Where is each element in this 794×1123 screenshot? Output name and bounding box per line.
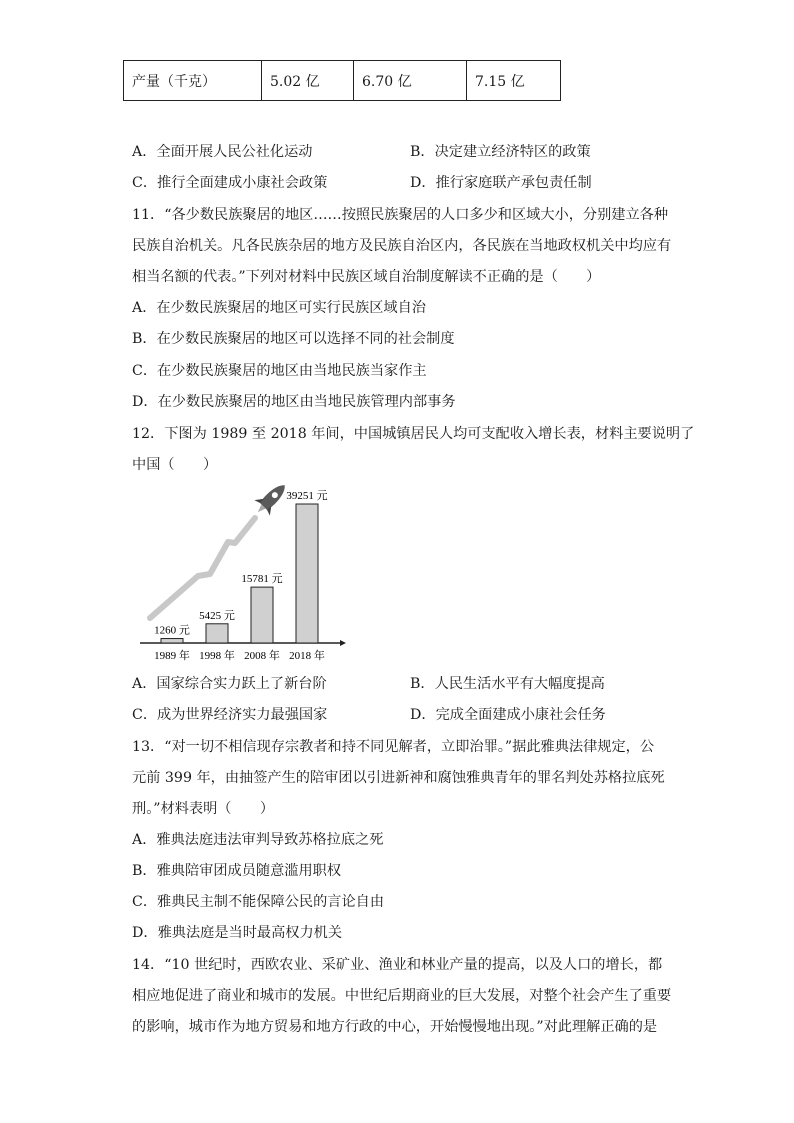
q10-option-d: D．推行家庭联产承包责任制 bbox=[410, 175, 592, 191]
q10-option-b: B．决定建立经济特区的政策 bbox=[410, 144, 591, 160]
q12-option-a: A．国家综合实力跃上了新台阶 bbox=[132, 676, 327, 692]
q11-option-b: B．在少数民族聚居的地区可以选择不同的社会制度 bbox=[132, 331, 455, 347]
q11-option-d: D．在少数民族聚居的地区由当地民族管理内部事务 bbox=[132, 394, 456, 410]
q13-option-a: A．雅典法庭违法审判导致苏格拉底之死 bbox=[132, 832, 384, 848]
q11-option-c: C．在少数民族聚居的地区由当地民族当家作主 bbox=[132, 363, 427, 379]
q10-option-a: A．全面开展人民公社化运动 bbox=[132, 144, 313, 160]
q13-option-d: D．雅典法庭是当时最高权力机关 bbox=[132, 925, 343, 941]
q13-option-b: B．雅典陪审团成员随意滥用职权 bbox=[132, 863, 342, 879]
q13-option-c: C．雅典民主制不能保障公民的言论自由 bbox=[132, 894, 385, 910]
q12-option-b: B．人民生活水平有大幅度提高 bbox=[410, 676, 605, 692]
q12-stem-line: 12．下图为 1989 至 2018 年间，中国城镇居民人均可支配收入增长表，材料主要说明了 bbox=[132, 426, 695, 442]
x-tick-label: 1989 年 bbox=[154, 650, 190, 662]
q14-stem-line: 相应地促进了商业和城市的发展。中世纪后期商业的巨大发展，对整个社会产生了重要 bbox=[132, 988, 672, 1004]
chart-bar bbox=[251, 587, 273, 643]
q14-stem-line: 14．“10 世纪时，西欧农业、采矿业、渔业和林业产量的提高，以及人口的增长，都 bbox=[132, 957, 663, 973]
x-tick-label: 2008 年 bbox=[244, 650, 280, 662]
table-value-cell: 7.15 亿 bbox=[467, 61, 561, 101]
data-label: 5425 元 bbox=[199, 609, 235, 622]
q14-stem-line: 的影响，城市作为地方贸易和地方行政的中心，开始慢慢地出现。”对此理解正确的是 bbox=[132, 1019, 658, 1035]
q13-stem-line: 刑。”材料表明（ ） bbox=[132, 801, 275, 817]
q13-stem-line: 13．“对一切不相信现存宗教者和持不同见解者，立即治罪。”据此雅典法律规定，公 bbox=[132, 739, 655, 755]
q12-option-c: C．成为世界经济实力最强国家 bbox=[132, 707, 328, 723]
q11-option-a: A．在少数民族聚居的地区可实行民族区域自治 bbox=[132, 300, 426, 316]
table-label-cell: 产量（千克） bbox=[124, 61, 262, 101]
q12-stem-line: 中国（ ） bbox=[132, 457, 218, 473]
table-value-cell: 6.70 亿 bbox=[354, 61, 467, 101]
q10-option-c: C．推行全面建成小康社会政策 bbox=[132, 175, 328, 191]
q12-option-d: D．完成全面建成小康社会任务 bbox=[410, 707, 606, 723]
x-axis-arrow bbox=[340, 640, 346, 646]
chart-bar bbox=[206, 624, 228, 643]
data-label: 15781 元 bbox=[241, 573, 283, 586]
q11-stem-line: 相当名额的代表。”下列对材料中民族区域自治制度解读不正确的是（ ） bbox=[132, 269, 601, 285]
chart-bar bbox=[161, 639, 183, 643]
table-value-cell: 5.02 亿 bbox=[262, 61, 354, 101]
q11-stem-line: 11．“各少数民族聚居的地区……按照民族聚居的人口多少和区域大小，分别建立各种 bbox=[132, 207, 669, 223]
chart-bar bbox=[296, 504, 318, 643]
x-tick-label: 2018 年 bbox=[289, 650, 325, 662]
q13-stem-line: 元前 399 年，由抽签产生的陪审团以引进新神和腐蚀雅典青年的罪名判处苏格拉底死 bbox=[132, 770, 665, 786]
x-tick-label: 1998 年 bbox=[199, 650, 235, 662]
q11-stem-line: 民族自治机关。凡各民族杂居的地方及民族自治区内，各民族在当地政权机关中均应有 bbox=[132, 238, 672, 254]
table-row bbox=[124, 61, 561, 101]
chart-bars bbox=[154, 489, 328, 662]
production-table bbox=[123, 60, 561, 101]
data-label: 39251 元 bbox=[286, 490, 328, 502]
data-label: 1260 元 bbox=[154, 624, 190, 637]
income-bar-chart bbox=[140, 480, 350, 668]
